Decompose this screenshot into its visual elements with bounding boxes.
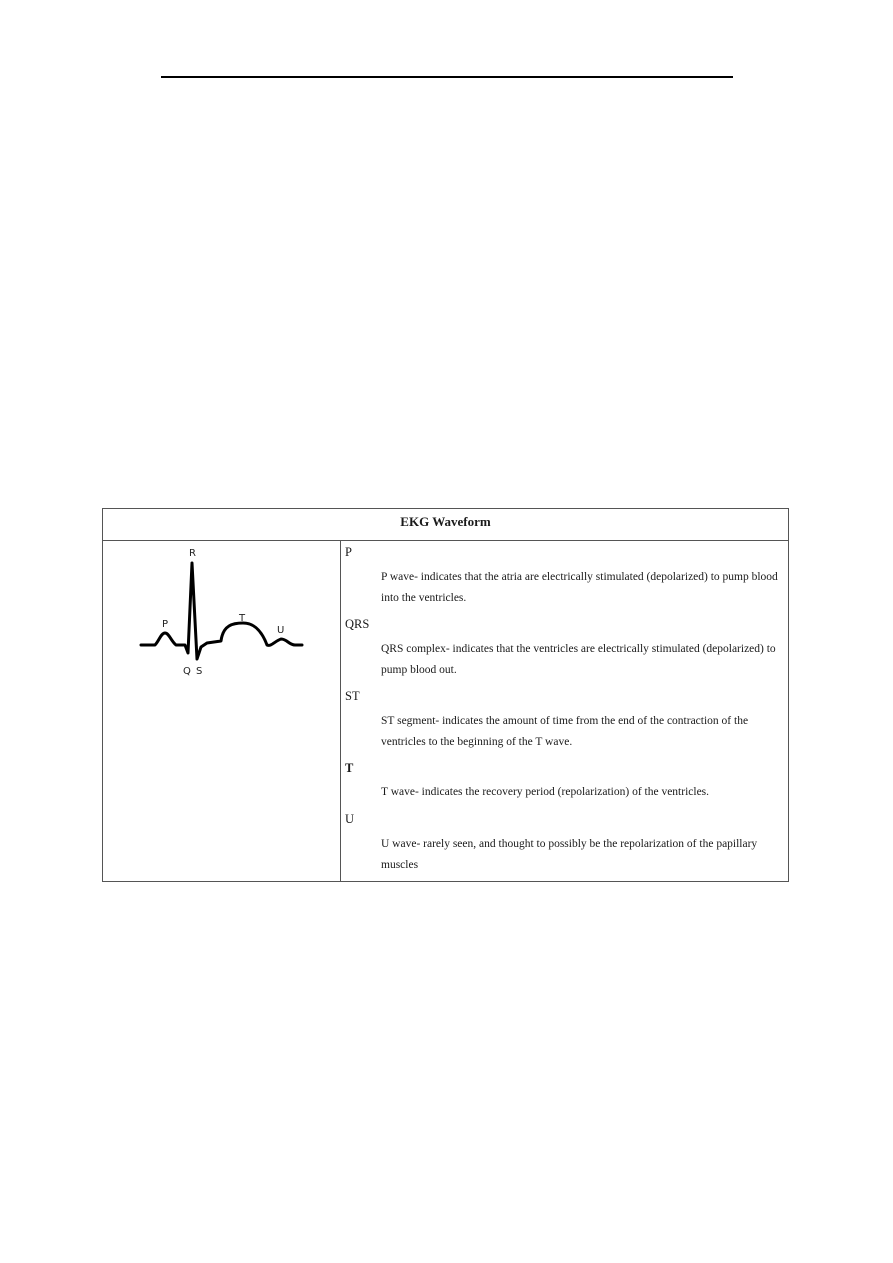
description-st: ST segment- indicates the amount of time from the end of the contraction of the ventricles to the beginning of the T wave. [381,715,749,748]
description-u: U wave- rarely seen, and thought to possibly be the repolarization of the papillary muscles [381,838,758,871]
description-qrs: QRS complex- indicates that the ventricles are electrically stimulated (depolarized) to pump blood out. [381,643,776,676]
q-wave-label: Q [183,666,191,677]
ekg-trace [141,563,302,659]
ekg-waveform-table [102,508,789,882]
term-t: T [345,761,354,775]
p-wave-label: P [162,619,169,630]
s-wave-label: S [196,666,203,677]
table-title: EKG Waveform [103,509,788,541]
ekg-waveform-diagram [103,541,340,882]
u-wave-label: U [277,625,285,636]
term-p: P [345,545,352,559]
ekg-diagram-cell [103,541,340,882]
r-wave-label: R [189,548,196,559]
description-cell [341,541,789,882]
description-p: P wave- indicates that the atria are electrically stimulated (depolarized) to pump blood into the ventricles. [381,571,778,604]
description-t: T wave- indicates the recovery period (repolarization) of the ventricles. [381,786,710,798]
term-st: ST [345,689,360,703]
t-wave-label: T [239,613,246,624]
term-qrs: QRS [345,617,370,631]
term-u: U [345,812,355,826]
header-rule [161,76,733,78]
